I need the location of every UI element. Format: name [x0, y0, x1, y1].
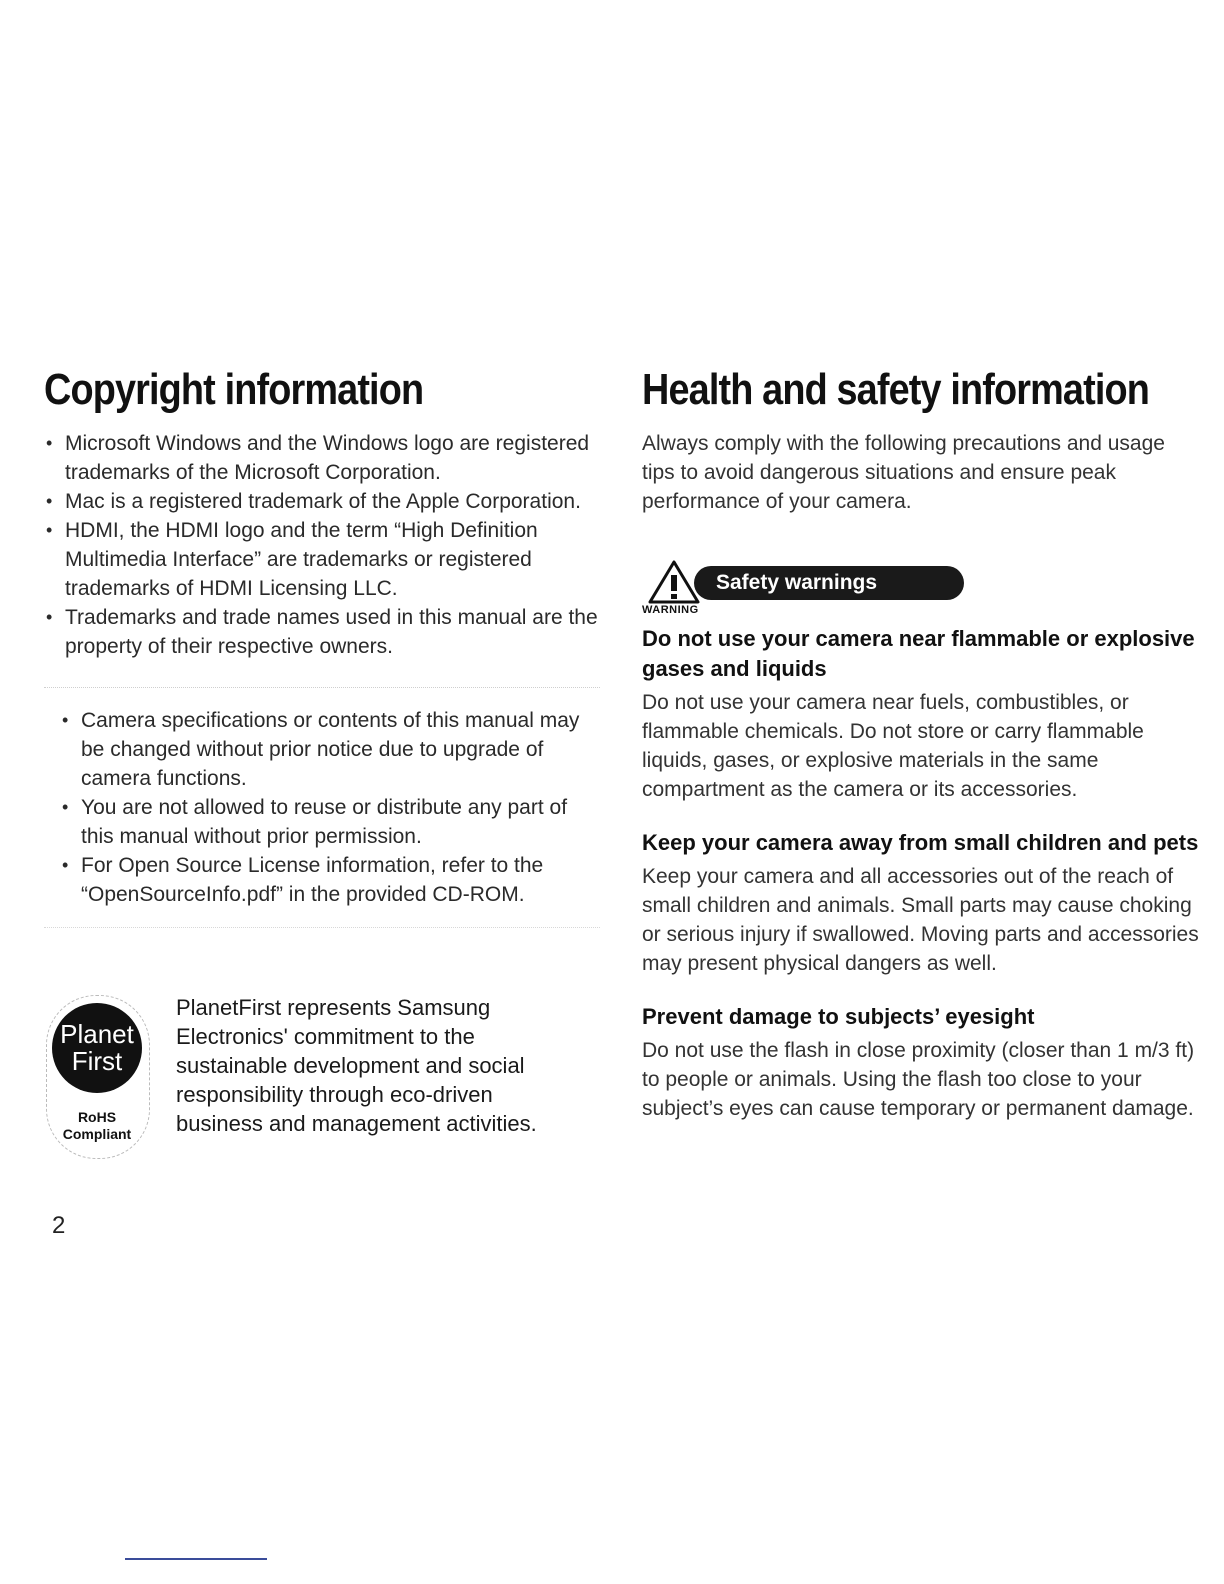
health-intro: Always comply with the following precautions and usage tips to avoid dangerous situations and ensure peak performance of your camera. [642, 432, 1165, 513]
list-item: • HDMI, the HDMI logo and the term “High Definition Multimedia Interface” are trademarks or registered trademarks of HDMI Licensing LLC. [44, 516, 604, 603]
list-item: • You are not allowed to reuse or distribute any part of this manual without prior permission. [60, 793, 600, 851]
planet-first-block [44, 993, 604, 1163]
section-heading: Keep your camera away from small children and pets [642, 830, 1199, 855]
planet-first-text: PlanetFirst represents Samsung Electronics' commitment to the sustainable development and social responsibility through eco-driven business and management activities. [176, 995, 537, 1136]
list-item: • Mac is a registered trademark of the Apple Corporation. [44, 487, 604, 516]
notes-box [44, 687, 600, 928]
rohs-label: RoHS Compliant [62, 1109, 132, 1142]
planet-first-badge: Planet First [52, 1003, 142, 1093]
safety-section [642, 828, 1202, 978]
list-item: • Trademarks and trade names used in this manual are the property of their respective owners. [44, 603, 604, 661]
list-item: • Camera specifications or contents of this manual may be changed without prior notice due to upgrade of camera functions. [60, 706, 600, 793]
list-item: • For Open Source License information, refer to the “OpenSourceInfo.pdf” in the provided CD-ROM. [60, 851, 600, 909]
list-item: • Microsoft Windows and the Windows logo are registered trademarks of the Microsoft Corporation. [44, 429, 604, 487]
health-column [642, 365, 1202, 1147]
copyright-title: Copyright information [44, 365, 424, 414]
section-body: Do not use your camera near fuels, combustibles, or flammable chemicals. Do not store or carry flammable liquids, gases, or explosive materials in the same compartment as the camera or its accessories. [642, 691, 1144, 801]
planet-first-logo [46, 993, 156, 1163]
warning-label: WARNING [642, 604, 699, 616]
section-body: Keep your camera and all accessories out of the reach of small children and animals. Small parts may cause choking or serious injury if swallowed. Moving parts and accessories may present physical dangers as well. [642, 865, 1199, 975]
health-title: Health and safety information [642, 365, 1150, 414]
safety-warnings-pill: Safety warnings [694, 566, 964, 600]
warning-icon [648, 560, 700, 604]
page-number: 2 [52, 1212, 66, 1239]
section-heading: Do not use your camera near flammable or explosive gases and liquids [642, 626, 1195, 681]
divider [125, 1558, 267, 1560]
safety-section [642, 624, 1202, 804]
copyright-column [44, 365, 604, 1142]
safety-section [642, 1002, 1202, 1123]
trademark-list [44, 429, 604, 661]
section-body: Do not use the flash in close proximity (closer than 1 m/3 ft) to people or animals. Using the flash too close to your subject’s eyes can cause temporary or permanent damage. [642, 1039, 1195, 1120]
safety-warnings-banner [642, 556, 1202, 614]
section-heading: Prevent damage to subjects’ eyesight [642, 1004, 1035, 1029]
